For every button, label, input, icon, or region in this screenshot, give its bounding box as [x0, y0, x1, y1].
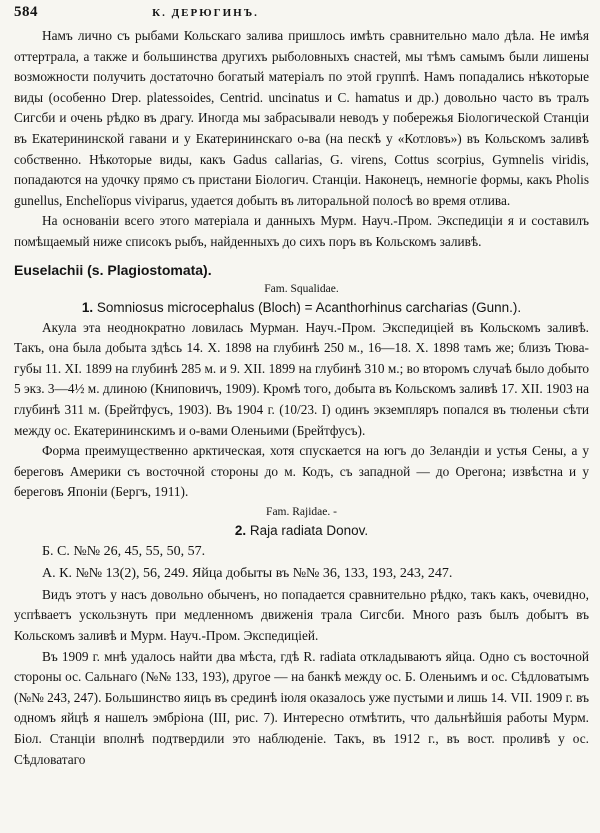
species-paragraph: Въ 1909 г. мнѣ удалось найти два мѣста, гдѣ R. radiata откладываютъ яйца. Одно съ восточной стороны ос. Сальнаго (№№ 133, 193), другое — на банкѣ между ос. Б. Оленьимъ и ос. Сѣдловатымъ (№№ 243, 247). Большинство яицъ въ срединѣ іюля оказалось уже пустыми и лишь 14. VII. 1909 г. въ одномъ яйцѣ я нашелъ эмбріона (III, рис. 7). Интересно отмѣтить, что дальнѣйшія работы Мурм. Біол. Станціи вполнѣ подтвердили это наблюденіе. Такъ, въ 1912 г., въ вост. проливѣ у ос. Сѣдловатаго [14, 648, 589, 767]
intro-paragraph: На основаніи всего этого матеріала и данныхъ Мурм. Науч.-Пром. Экспедиціи я и составилъ помѣщаемый ниже списокъ рыбъ, найденныхъ до сихъ поръ въ Кольскомъ заливѣ. [14, 213, 589, 249]
station-reference: А. К. №№ 13(2), 56, 249. Яйца добыты въ №№ 36, 133, 193, 243, 247. [42, 565, 453, 581]
page-header [14, 4, 589, 26]
section-title: Euselachii (s. Plagiostomata). [14, 261, 212, 278]
intro-paragraph: Намъ лично съ рыбами Кольскаго залива пришлось имѣть сравнительно мало дѣла. Не имѣя оттертрала, а также и большинства другихъ рыболовныхъ снастей, мы тѣмъ самымъ были лишены возможности получить достаточно богатый матеріалъ по этой группѣ. Намъ попадались нѣкоторые виды (особенно Drep. platessoides, Centrid. uncinatus и C. hamatus и др.) довольно часто въ тралъ Сигсби и очень рѣдко въ драгу. Иногда мы забрасывали неводъ у побережья Біологической Станціи въ Екатерининской гавани и у Екатерининскаго о-ва (на пескѣ у «Котловъ») въ Кольскомъ заливѣ собственно. Нѣкоторые виды, какъ Gadus callarias, G. virens, Cottus scorpius, Gymnelis viridis, попадаются на удочку прямо съ пристани Біологич. Станціи. Наконецъ, немногіе формы, какъ Pholis gunellus, Enchelïopus viviparus, удается добыть въ литоральной полосѣ во время отлива. [14, 28, 589, 208]
family-heading: Fam. Rajidae. - [266, 505, 337, 518]
species-number: 2. [234, 522, 247, 538]
species-name: Somniosus microcephalus (Bloch) = Acanthorhinus carcharias (Gunn.). [96, 299, 522, 315]
species-paragraph: Видъ этотъ у насъ довольно обыченъ, но попадается сравнительно рѣдко, такъ какъ, очевидно, успѣваетъ ускользнуть при медленномъ движенія трала Сигсби. Много разъ былъ добытъ въ Кольскомъ заливѣ и Мурм. Науч.-Пром. Экспедиціей. [14, 586, 589, 644]
running-head: К. ДЕРЮГИНЪ. [152, 7, 259, 19]
page-number: 584 [14, 4, 38, 20]
station-reference: Б. С. №№ 26, 45, 55, 50, 57. [42, 543, 206, 559]
species-paragraph: Акула эта неоднократно ловилась Мурман. Науч.-Пром. Экспедиціей въ Кольскомъ заливѣ. Такъ, она была добыта здѣсь 14. X. 1898 на глубинѣ 250 м., 16—18. X. 1898 тамъ же; близъ Тюва-губы 11. XI. 1899 на глубинѣ 285 м. и 9. XII. 1899 на глубинѣ 310 м.; во второмъ случаѣ было добыто 5 экз. 3—4½ м. длиною (Книповичъ, 1909). Кромѣ того, добыта въ Кольскомъ заливѣ 17. XII. 1903 на глубинѣ 311 м. (Брейтфусъ, 1903). Въ 1904 г. (10/23. I) одинъ экземпляръ попался въ тюленьи сѣти между ос. Екатерининскимъ и о-вами Оленьими (Брейтфусъ). [14, 319, 589, 438]
species-heading [14, 521, 589, 541]
family-heading: Fam. Squalidae. [264, 282, 339, 295]
species-paragraph: Форма преимущественно арктическая, хотя спускается на югъ до Зеландіи и устья Сены, а у береговъ Америки съ восточной стороны до м. Кодъ, съ западной — до Орегона; извѣстна и у береговъ Японіи (Бергъ, 1911). [14, 443, 589, 500]
species-number: 1. [81, 299, 94, 315]
species-name: Raja radiata Donov. [249, 522, 369, 538]
species-heading [14, 298, 589, 318]
